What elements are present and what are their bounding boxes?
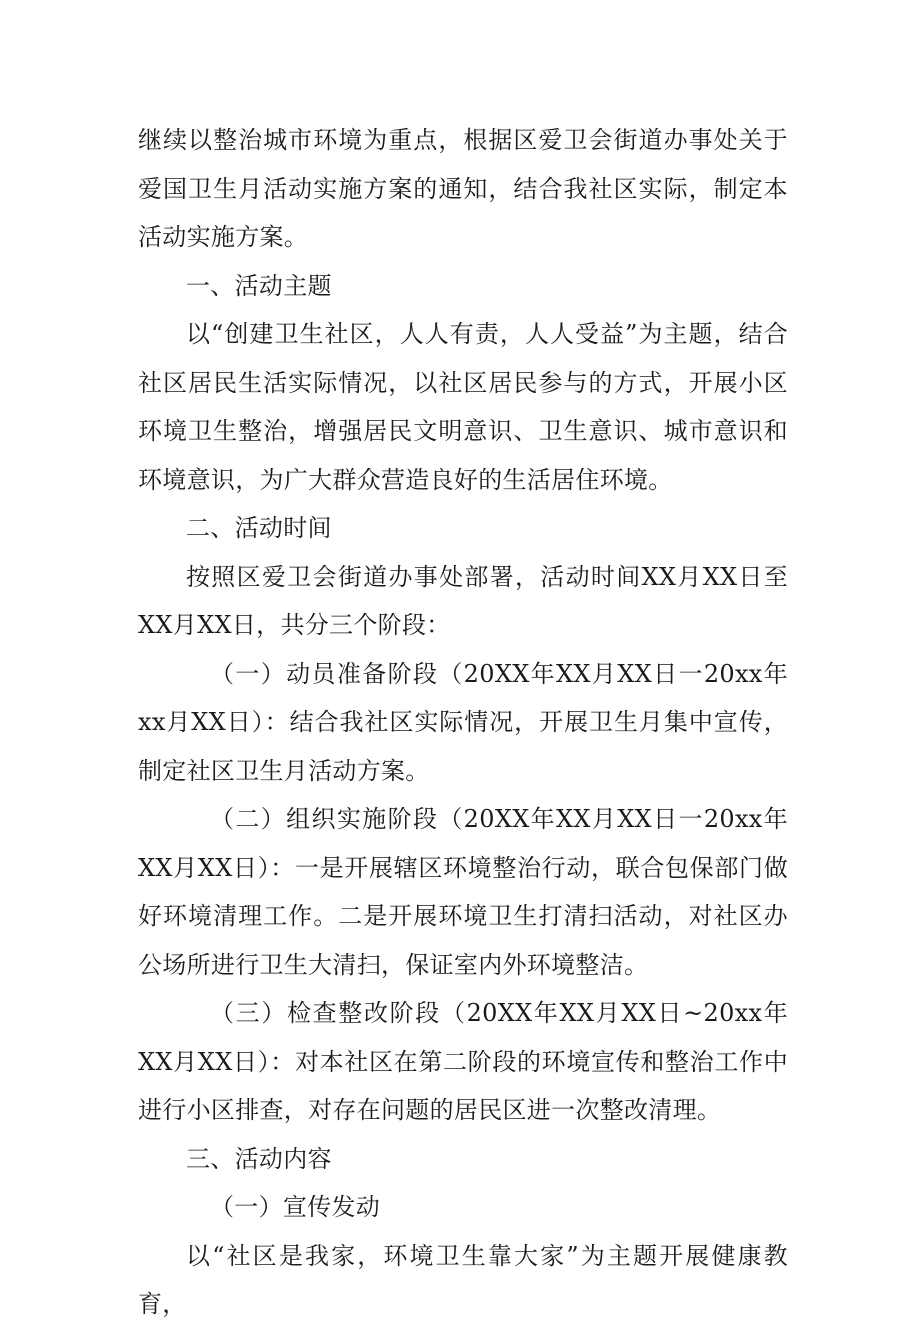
paragraph-publicity: 以“社区是我家，环境卫生靠大家”为主题开展健康教育，: [138, 1241, 788, 1318]
paragraph-intro: 继续以整治城市环境为重点，根据区爱卫会街道办事处关于爱国卫生月活动实施方案的通知，结合我社区实际，制定本活动实施方案。: [138, 126, 788, 251]
subsection-heading-publicity: （一）宣传发动: [210, 1193, 381, 1221]
paragraph-theme: 以“创建卫生社区，人人有责，人人受益”为主题，结合社区居民生活实际情况，以社区居民参与的方式，开展小区环境卫生整治，增强居民文明意识、卫生意识、城市意识和环境意识，为广大群众营造良好的生活居住环境。: [138, 320, 788, 494]
section-heading-theme: 一、活动主题: [186, 271, 332, 300]
section-heading-time: 二、活动时间: [186, 514, 332, 542]
paragraph-stage-3: （三）检查整改阶段（20XX年XX月XX日~20xx年XX月XX日）：对本社区在第二阶段的环境宣传和整治工作中进行小区排查，对存在问题的居民区进一次整改清理。: [138, 999, 788, 1124]
paragraph-stage-2: （二）组织实施阶段（20XX年XX月XX日一20xx年XX月XX日）：一是开展辖区环境整治行动，联合包保部门做好环境清理工作。二是开展环境卫生打清扫活动，对社区办公场所进行卫生大清扫，保证室内外环境整洁。: [138, 805, 788, 979]
paragraph-time: 按照区爱卫会街道办事处部署，活动时间XX月XX日至XX月XX日，共分三个阶段：: [138, 562, 788, 639]
document-page: [138, 116, 788, 1329]
paragraph-stage-1: （一）动员准备阶段（20XX年XX月XX日一20xx年xx月XX日）：结合我社区实际情况，开展卫生月集中宣传，制定社区卫生月活动方案。: [138, 659, 788, 785]
section-heading-content: 三、活动内容: [186, 1144, 332, 1173]
